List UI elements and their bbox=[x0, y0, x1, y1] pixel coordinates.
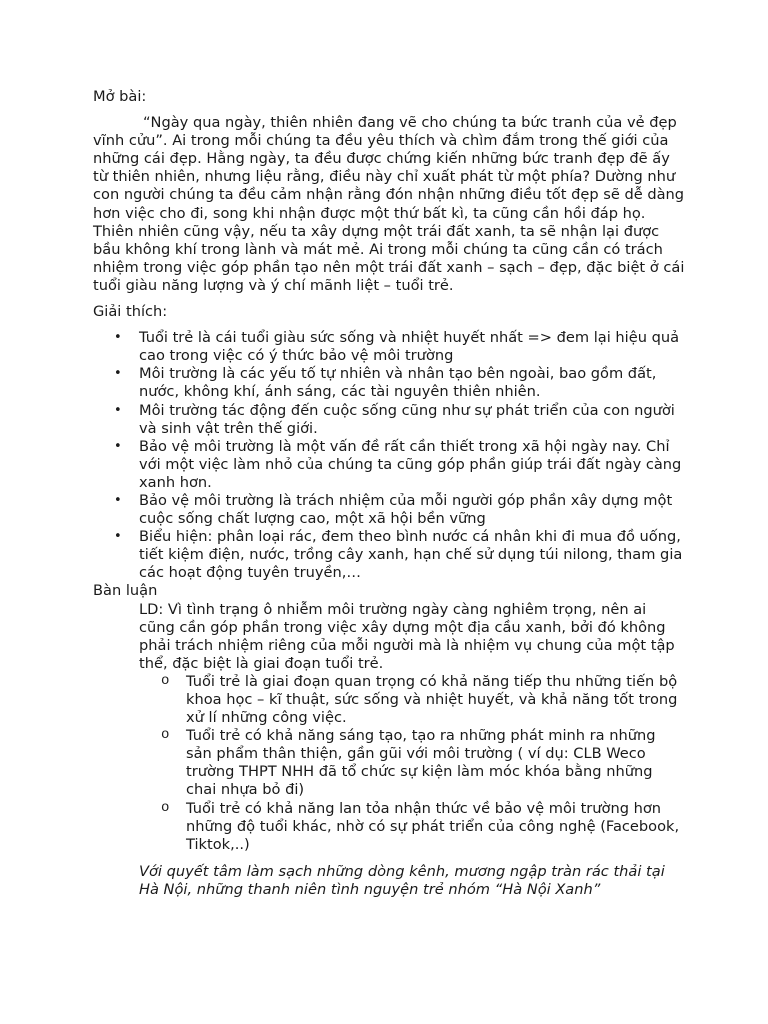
list-item bbox=[161, 799, 685, 854]
list-item-text: Bảo vệ môi trường là trách nhiệm của mỗi người góp phần xây dựng một cuộc sống chất lượng cao, một xã hội bền vững bbox=[139, 491, 673, 528]
list-item-text: Môi trường là các yếu tố tự nhiên và nhân tạo bên ngoài, bao gồm đất, nước, không khí, ánh sáng, các tài nguyên thiên nhiên. bbox=[139, 365, 657, 401]
list-item bbox=[114, 528, 685, 582]
circle-bullet-icon: o bbox=[161, 672, 170, 689]
bullet-icon: • bbox=[114, 366, 122, 382]
bullet-icon: • bbox=[114, 492, 122, 508]
intro-paragraph: “Ngày qua ngày, thiên nhiên đang vẽ cho chúng ta bức tranh của vẻ đẹp vĩnh cửu”. Ai trong mỗi chúng ta đều yêu thích và chìm đắm trong thế giới của những cái đẹp. Hằng ngày, ta đều được chứng kiến những bức tranh đẹp đẽ ấy từ thiên nhiên, nhưng liệu rằng, điều này chỉ xuất phát từ một phía? Dường như con người chúng ta đều cảm nhận rằng đón nhận những điều tốt đẹp sẽ dễ dàng hơn việc cho đi, song khi nhận được một thứ bất kì, ta cũng cần hồi đáp họ. Thiên nhiên cũng vậy, nếu ta xây dựng một trái đất xanh, ta sẽ nhận lại được bầu không khí trong lành và mát mẻ. Ai trong mỗi chúng ta cũng cần có trách nhiệm trong việc góp phần tạo nên một trái đất xanh – sạch – đẹp, đặc biệt ở cái tuổi giàu năng lượng và ý chí mãnh liệt – tuổi trẻ. bbox=[93, 114, 685, 294]
list-item-text: Môi trường tác động đến cuộc sống cũng như sự phát triển của con người và sinh vật trên thế giới. bbox=[139, 401, 675, 437]
list-item bbox=[114, 365, 685, 401]
circle-bullet-icon: o bbox=[161, 799, 170, 816]
list-item bbox=[114, 437, 685, 492]
bullet-icon: • bbox=[114, 330, 122, 346]
bullet-icon: • bbox=[114, 402, 122, 418]
list-item bbox=[161, 672, 685, 727]
circle-bullet-icon: o bbox=[161, 727, 170, 744]
argument-paragraph: LD: Vì tình trạng ô nhiễm môi trường ngày càng nghiêm trọng, nên ai cũng cần góp phần trong việc xây dựng một địa cầu xanh, bởi đó không phải trách nhiệm riêng của mỗi người mà là nhiệm vụ chung của một tập thể, đặc biệt là giai đoạn tuổi trẻ. bbox=[139, 600, 675, 672]
list-item-text: Tuổi trẻ là giai đoạn quan trọng có khả năng tiếp thu những tiến bộ khoa học – kĩ thuật, sức sống và nhiệt huyết, và khả năng tốt trong xử lí những công việc. bbox=[186, 672, 678, 727]
list-item bbox=[114, 491, 685, 528]
discuss-heading: Bàn luận bbox=[93, 582, 158, 600]
list-item-text: Tuổi trẻ là cái tuổi giàu sức sống và nhiệt huyết nhất => đem lại hiệu quả cao trong việc có ý thức bảo vệ môi trường bbox=[139, 329, 680, 365]
bullet-icon: • bbox=[114, 529, 122, 545]
list-item bbox=[161, 727, 685, 799]
document-body bbox=[93, 88, 685, 899]
list-item-text: Biểu hiện: phân loại rác, đem theo bình nước cá nhân khi đi mua đồ uống, tiết kiệm điện, nước, trồng cây xanh, hạn chế sử dụng túi nilong, tham gia các hoạt động tuyên truyền,… bbox=[139, 528, 683, 582]
intro-heading: Mở bài: bbox=[93, 88, 147, 105]
list-item-text: Tuổi trẻ có khả năng lan tỏa nhận thức về bảo vệ môi trường hơn những độ tuổi khác, nhờ có sự phát triển của công nghệ (Facebook, Tiktok,..) bbox=[186, 799, 680, 853]
sub-point-list bbox=[93, 673, 685, 854]
explain-list bbox=[93, 329, 685, 582]
list-item bbox=[114, 329, 685, 365]
example-paragraph: Với quyết tâm làm sạch những dòng kênh, mương ngập tràn rác thải tại Hà Nội, những thanh niên tình nguyện trẻ nhóm “Hà Nội Xanh” bbox=[139, 862, 665, 898]
list-item bbox=[114, 401, 685, 438]
list-item-text: Tuổi trẻ có khả năng sáng tạo, tạo ra những phát minh ra những sản phẩm thân thiện, gần gũi với môi trường ( ví dụ: CLB Weco trường THPT NHH đã tổ chức sự kiện làm móc khóa bằng những chai nhựa bỏ đi) bbox=[186, 727, 656, 799]
bullet-icon: • bbox=[114, 438, 122, 454]
explain-heading: Giải thích: bbox=[93, 303, 168, 321]
list-item-text: Bảo vệ môi trường là một vấn đề rất cần thiết trong xã hội ngày nay. Chỉ với một việc làm nhỏ của chúng ta cũng góp phần giúp trái đất ngày càng xanh hơn. bbox=[139, 437, 682, 491]
